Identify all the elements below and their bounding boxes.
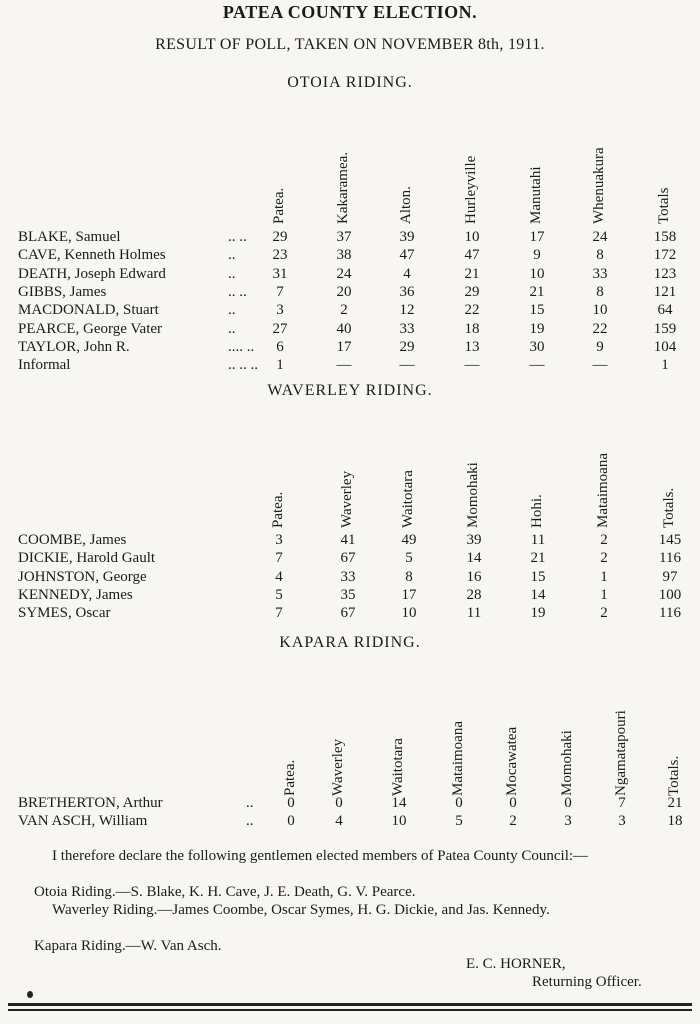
vote-total: 121 [653, 283, 677, 300]
vote-count: 17 [401, 586, 417, 603]
vote-count: 15 [530, 568, 546, 585]
vote-count: 10 [391, 813, 407, 829]
leader-dots: .. [228, 247, 236, 264]
kapara-column-header: Waitotara [390, 738, 406, 796]
vote-count: 8 [405, 568, 413, 585]
vote-total: 97 [662, 568, 678, 585]
waverley-column-header: Patea. [270, 491, 286, 528]
vote-count: 19 [530, 605, 546, 622]
vote-count: 0 [287, 813, 295, 829]
vote-count: 27 [272, 320, 288, 337]
vote-count: — [336, 357, 352, 374]
waverley-column-header: Waitotara [400, 470, 416, 528]
candidate-name: DEATH, Joseph Edward [18, 265, 166, 282]
otoia-column-header: Manutahi [528, 166, 544, 224]
declaration-kapara: Kapara Riding.—W. Van Asch. [34, 938, 222, 954]
candidate-name: DICKIE, Harold Gault [18, 550, 156, 567]
vote-count: 2 [600, 550, 608, 567]
leader-dots: .. .. [228, 283, 247, 300]
vote-count: 12 [399, 302, 415, 319]
vote-count: 1 [276, 357, 284, 374]
vote-total: 158 [653, 229, 677, 245]
officer-name: E. C. HORNER, [466, 956, 566, 972]
waverley-column-header: Momohaki [465, 462, 481, 528]
otoia-column-header: Kakaramea. [335, 151, 351, 224]
candidate-name: CAVE, Kenneth Holmes [18, 247, 166, 264]
vote-count: 7 [275, 605, 283, 622]
vote-count: 8 [596, 283, 604, 300]
kapara-column-header: Ngamatapouri [613, 710, 629, 796]
waverley-column-header: Totals. [661, 487, 677, 528]
vote-count: 67 [340, 550, 356, 567]
vote-total: 64 [657, 302, 673, 319]
vote-count: — [399, 357, 415, 374]
vote-count: 39 [466, 532, 482, 548]
vote-count: 0 [564, 795, 572, 811]
vote-count: 3 [275, 532, 283, 548]
vote-count: 7 [275, 550, 283, 567]
vote-count: 9 [596, 338, 604, 355]
candidate-name: MACDONALD, Stuart [18, 302, 159, 319]
declaration-otoia: Otoia Riding.—S. Blake, K. H. Cave, J. E. Death, G. V. Pearce. [34, 884, 416, 900]
candidate-name: TAYLOR, John R. [18, 338, 130, 355]
vote-count: 0 [335, 795, 343, 811]
vote-count: 29 [464, 283, 480, 300]
vote-total: 145 [658, 532, 682, 548]
vote-count: 11 [530, 532, 546, 548]
bottom-rule-bottom [8, 1009, 692, 1011]
waverley-result-row [18, 587, 698, 605]
vote-count: 7 [618, 795, 626, 811]
vote-count: 2 [509, 813, 517, 829]
vote-count: 5 [405, 550, 413, 567]
vote-count: 9 [533, 247, 541, 264]
page-subtitle: RESULT OF POLL, TAKEN ON NOVEMBER 8th, 1911. [155, 36, 545, 53]
otoia-heading: OTOIA RIDING. [287, 74, 413, 91]
vote-total: 172 [653, 247, 677, 264]
vote-count: 14 [530, 586, 546, 603]
vote-count: 35 [340, 586, 356, 603]
vote-count: 29 [399, 338, 415, 355]
vote-count: 0 [455, 795, 463, 811]
ink-dot [27, 991, 33, 998]
vote-count: 5 [275, 586, 283, 603]
vote-count: 10 [401, 605, 417, 622]
candidate-name: JOHNSTON, George [18, 568, 147, 585]
kapara-column-header: Momohaki [559, 730, 575, 796]
vote-count: 22 [464, 302, 480, 319]
candidate-name: VAN ASCH, William [18, 813, 148, 829]
leader-dots: .. [246, 795, 254, 811]
vote-count: 36 [399, 283, 415, 300]
vote-count: 21 [530, 550, 546, 567]
vote-count: 8 [596, 247, 604, 264]
vote-count: 11 [466, 605, 482, 622]
vote-count: 5 [455, 813, 463, 829]
waverley-result-row [18, 605, 698, 623]
vote-total: 1 [661, 357, 669, 374]
otoia-result-row [18, 302, 698, 320]
vote-count: 38 [336, 247, 352, 264]
vote-count: 2 [340, 302, 348, 319]
vote-count: — [592, 357, 608, 374]
otoia-result-row [18, 229, 698, 247]
kapara-column-header: Mataimoana [450, 721, 466, 796]
vote-count: — [464, 357, 480, 374]
vote-count: 29 [272, 229, 288, 245]
vote-count: 37 [336, 229, 352, 245]
vote-count: 3 [564, 813, 572, 829]
vote-count: 39 [399, 229, 415, 245]
vote-count: 23 [272, 247, 288, 264]
vote-total: 100 [658, 586, 682, 603]
leader-dots: .. [228, 265, 236, 282]
vote-count: 24 [592, 229, 608, 245]
kapara-column-header: Patea. [282, 759, 298, 796]
vote-count: 10 [529, 265, 545, 282]
vote-count: 7 [276, 283, 284, 300]
candidate-name: BRETHERTON, Arthur [18, 795, 163, 811]
vote-total: 159 [653, 320, 677, 337]
waverley-result-row [18, 532, 698, 550]
leader-dots: .. [246, 813, 254, 829]
vote-total: 18 [667, 813, 683, 829]
vote-count: 3 [276, 302, 284, 319]
page-title: PATEA COUNTY ELECTION. [222, 2, 478, 22]
otoia-result-row [18, 339, 698, 357]
kapara-result-row [18, 813, 698, 831]
vote-count: — [529, 357, 545, 374]
kapara-column-header: Waverley [330, 738, 346, 796]
otoia-column-header: Hurleyville [463, 155, 479, 224]
vote-count: 40 [336, 320, 352, 337]
vote-count: 33 [399, 320, 415, 337]
vote-count: 30 [529, 338, 545, 355]
vote-total: 123 [653, 265, 677, 282]
waverley-column-header: Mataimoana [595, 453, 611, 528]
vote-count: 67 [340, 605, 356, 622]
vote-count: 4 [275, 568, 283, 585]
leader-dots: .... .. [228, 338, 255, 355]
leader-dots: .. .. .. [228, 357, 258, 374]
kapara-column-header: Mocawatea [504, 726, 520, 796]
waverley-result-row [18, 550, 698, 568]
declaration-waverley: Waverley Riding.—James Coombe, Oscar Symes, H. G. Dickie, and Jas. Kennedy. [52, 902, 550, 918]
waverley-result-row [18, 569, 698, 587]
vote-count: 14 [391, 795, 407, 811]
otoia-result-row [18, 357, 698, 375]
vote-count: 14 [466, 550, 482, 567]
vote-total: 104 [653, 338, 677, 355]
vote-count: 21 [464, 265, 480, 282]
vote-count: 47 [399, 247, 415, 264]
kapara-heading: KAPARA RIDING. [279, 634, 421, 651]
bottom-rule-top [8, 1003, 692, 1006]
vote-count: 2 [600, 605, 608, 622]
otoia-column-header: Patea. [271, 187, 287, 224]
vote-total: 116 [659, 605, 681, 622]
vote-count: 49 [401, 532, 417, 548]
vote-count: 22 [592, 320, 608, 337]
leader-dots: .. .. [228, 229, 247, 245]
vote-total: 21 [667, 795, 683, 811]
candidate-name: COOMBE, James [18, 532, 127, 548]
vote-count: 47 [464, 247, 480, 264]
otoia-column-header: Alton. [398, 186, 414, 224]
candidate-name: SYMES, Oscar [18, 605, 111, 622]
declaration-intro: I therefore declare the following gentlemen elected members of Patea County Council:— [52, 848, 589, 864]
vote-count: 13 [464, 338, 480, 355]
vote-count: 3 [618, 813, 626, 829]
leader-dots: .. [228, 320, 236, 337]
vote-count: 10 [592, 302, 608, 319]
vote-count: 6 [276, 338, 284, 355]
vote-count: 33 [340, 568, 356, 585]
vote-count: 24 [336, 265, 352, 282]
candidate-name: Informal [18, 357, 71, 374]
candidate-name: GIBBS, James [18, 283, 107, 300]
vote-count: 18 [464, 320, 480, 337]
candidate-name: PEARCE, George Vater [18, 320, 163, 337]
vote-count: 0 [509, 795, 517, 811]
vote-count: 16 [466, 568, 482, 585]
kapara-result-row [18, 795, 698, 813]
otoia-column-header: Totals [656, 187, 672, 224]
otoia-result-row [18, 321, 698, 339]
vote-total: 116 [659, 550, 681, 567]
candidate-name: BLAKE, Samuel [18, 229, 121, 245]
waverley-column-header: Hohi. [529, 494, 545, 528]
vote-count: 4 [335, 813, 343, 829]
vote-count: 1 [600, 568, 608, 585]
otoia-result-row [18, 266, 698, 284]
vote-count: 4 [403, 265, 411, 282]
vote-count: 15 [529, 302, 545, 319]
vote-count: 21 [529, 283, 545, 300]
otoia-column-header: Whenuakura [591, 147, 607, 224]
vote-count: 2 [600, 532, 608, 548]
waverley-column-header: Waverley [339, 470, 355, 528]
vote-count: 10 [464, 229, 480, 245]
vote-count: 17 [529, 229, 545, 245]
vote-count: 1 [600, 586, 608, 603]
candidate-name: KENNEDY, James [18, 586, 133, 603]
vote-count: 0 [287, 795, 295, 811]
vote-count: 31 [272, 265, 288, 282]
kapara-column-header: Totals. [666, 755, 682, 796]
officer-title: Returning Officer. [532, 974, 642, 990]
vote-count: 28 [466, 586, 482, 603]
vote-count: 17 [336, 338, 352, 355]
waverley-heading: WAVERLEY RIDING. [267, 382, 433, 399]
vote-count: 20 [336, 283, 352, 300]
vote-count: 19 [529, 320, 545, 337]
leader-dots: .. [228, 302, 236, 319]
otoia-result-row [18, 247, 698, 265]
vote-count: 41 [340, 532, 356, 548]
otoia-result-row [18, 284, 698, 302]
vote-count: 33 [592, 265, 608, 282]
